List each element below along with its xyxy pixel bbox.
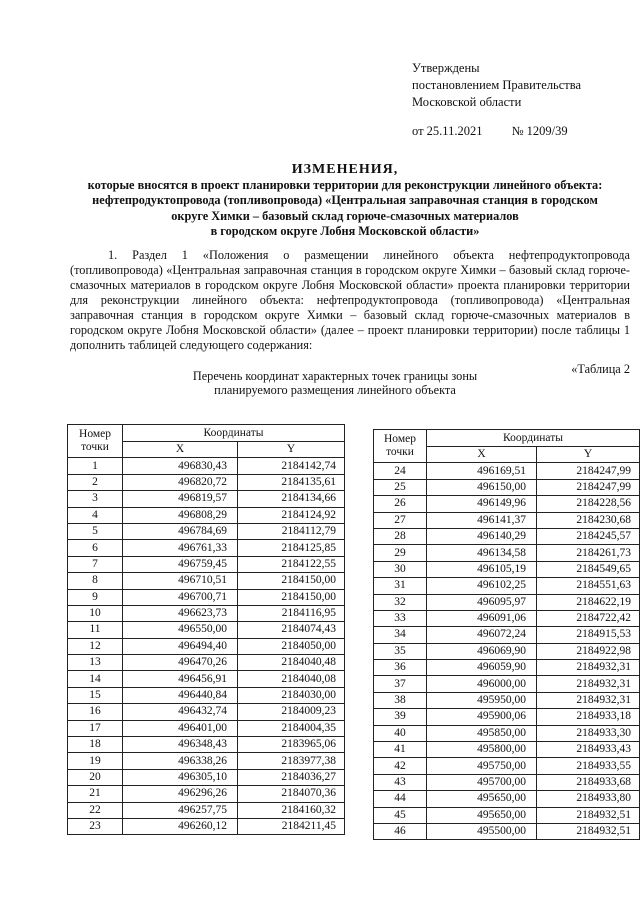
table-row	[374, 823, 640, 839]
header-y: Y	[238, 442, 345, 458]
cell-x: 496759,45	[123, 556, 238, 572]
coordinates-table-left	[67, 424, 345, 835]
cell-y: 2184933,43	[536, 742, 639, 758]
cell-y: 2184160,32	[238, 802, 345, 818]
table-row	[374, 758, 640, 774]
cell-y: 2184933,18	[536, 709, 639, 725]
table-right-body	[374, 463, 640, 840]
header-point-number: Номер точки	[68, 425, 123, 458]
cell-y: 2184933,80	[536, 791, 639, 807]
table-row	[68, 605, 345, 621]
cell-x: 495700,00	[426, 774, 536, 790]
cell-point-number: 41	[374, 742, 427, 758]
document-title	[60, 162, 630, 240]
header-x: X	[426, 447, 536, 463]
table-row	[374, 709, 640, 725]
cell-point-number: 29	[374, 545, 427, 561]
table-row	[374, 774, 640, 790]
cell-x: 495900,06	[426, 709, 536, 725]
cell-x: 496095,97	[426, 594, 536, 610]
cell-x: 496134,58	[426, 545, 536, 561]
cell-point-number: 18	[68, 737, 123, 753]
cell-point-number: 17	[68, 720, 123, 736]
cell-point-number: 22	[68, 802, 123, 818]
table-row	[68, 507, 345, 523]
table-row	[374, 807, 640, 823]
cell-point-number: 21	[68, 786, 123, 802]
table-row	[68, 687, 345, 703]
table-row	[374, 512, 640, 528]
table-row	[68, 786, 345, 802]
cell-x: 496102,25	[426, 578, 536, 594]
cell-point-number: 19	[68, 753, 123, 769]
table-row	[68, 720, 345, 736]
cell-point-number: 4	[68, 507, 123, 523]
approval-date-line	[412, 123, 581, 140]
cell-y: 2184124,92	[238, 507, 345, 523]
cell-y: 2184932,31	[536, 676, 639, 692]
cell-point-number: 23	[68, 818, 123, 834]
title-line-4: в городском округе Лобня Московской области»	[210, 224, 480, 238]
cell-y: 2184247,99	[536, 463, 639, 479]
cell-x: 496140,29	[426, 528, 536, 544]
table-row	[374, 561, 640, 577]
cell-x: 496432,74	[123, 704, 238, 720]
table-row	[68, 622, 345, 638]
table-row	[68, 818, 345, 834]
cell-x: 496338,26	[123, 753, 238, 769]
cell-x: 496700,71	[123, 589, 238, 605]
cell-point-number: 45	[374, 807, 427, 823]
cell-point-number: 26	[374, 496, 427, 512]
cell-point-number: 43	[374, 774, 427, 790]
cell-point-number: 2	[68, 474, 123, 490]
header-y: Y	[536, 447, 639, 463]
table-row	[68, 556, 345, 572]
table-row	[68, 704, 345, 720]
cell-point-number: 20	[68, 769, 123, 785]
cell-x: 495800,00	[426, 742, 536, 758]
approval-number: № 1209/39	[511, 124, 568, 138]
cell-y: 2184040,48	[238, 655, 345, 671]
cell-y: 2184551,63	[536, 578, 639, 594]
cell-y: 2184125,85	[238, 540, 345, 556]
cell-point-number: 8	[68, 573, 123, 589]
table-row	[68, 573, 345, 589]
table-caption	[160, 369, 510, 397]
cell-point-number: 33	[374, 610, 427, 626]
title-line-2: нефтепродуктопровода (топливопровода) «Центральная заправочная станция в городском	[92, 193, 598, 207]
cell-point-number: 30	[374, 561, 427, 577]
cell-x: 496296,26	[123, 786, 238, 802]
coordinates-table-right	[373, 429, 640, 840]
table-row	[68, 737, 345, 753]
cell-point-number: 15	[68, 687, 123, 703]
cell-x: 496784,69	[123, 523, 238, 539]
cell-y: 2183977,38	[238, 753, 345, 769]
table-row	[374, 594, 640, 610]
cell-point-number: 39	[374, 709, 427, 725]
cell-y: 2184040,08	[238, 671, 345, 687]
cell-y: 2184922,98	[536, 643, 639, 659]
table-row	[374, 742, 640, 758]
title-main: ИЗМЕНЕНИЯ,	[291, 162, 399, 177]
table-row	[68, 655, 345, 671]
cell-point-number: 27	[374, 512, 427, 528]
header-point-number: Номер точки	[374, 430, 427, 463]
table-row	[68, 523, 345, 539]
table-row	[374, 496, 640, 512]
cell-y: 2184245,57	[536, 528, 639, 544]
caption-line-1: Перечень координат характерных точек границы зоны	[192, 369, 478, 383]
cell-point-number: 25	[374, 479, 427, 495]
cell-y: 2184036,27	[238, 769, 345, 785]
cell-x: 496819,57	[123, 491, 238, 507]
table-row	[374, 545, 640, 561]
cell-y: 2184150,00	[238, 589, 345, 605]
cell-y: 2184228,56	[536, 496, 639, 512]
approval-line-3: Московской области	[412, 95, 522, 109]
table-reference: «Таблица 2	[571, 362, 630, 376]
cell-y: 2184247,99	[536, 479, 639, 495]
cell-x: 496149,96	[426, 496, 536, 512]
table-row	[374, 610, 640, 626]
title-line-3: округе Химки – базовый склад горюче-смазочных материалов	[171, 208, 519, 223]
cell-point-number: 7	[68, 556, 123, 572]
cell-x: 496470,26	[123, 655, 238, 671]
title-line-1: которые вносятся в проект планировки территории для реконструкции линейного объекта:	[87, 177, 603, 192]
cell-x: 496550,00	[123, 622, 238, 638]
table-row	[68, 458, 345, 474]
table-row	[68, 589, 345, 605]
cell-point-number: 5	[68, 523, 123, 539]
cell-y: 2184050,00	[238, 638, 345, 654]
cell-point-number: 3	[68, 491, 123, 507]
cell-point-number: 12	[68, 638, 123, 654]
cell-x: 496494,40	[123, 638, 238, 654]
cell-y: 2184135,61	[238, 474, 345, 490]
cell-y: 2184211,45	[238, 818, 345, 834]
cell-x: 495650,00	[426, 807, 536, 823]
cell-x: 495750,00	[426, 758, 536, 774]
cell-x: 496830,43	[123, 458, 238, 474]
cell-x: 495650,00	[426, 791, 536, 807]
cell-y: 2184933,55	[536, 758, 639, 774]
cell-y: 2184009,23	[238, 704, 345, 720]
cell-point-number: 6	[68, 540, 123, 556]
cell-y: 2184142,74	[238, 458, 345, 474]
cell-x: 496169,51	[426, 463, 536, 479]
header-coordinates: Координаты	[123, 425, 345, 442]
cell-point-number: 34	[374, 627, 427, 643]
table-row	[374, 660, 640, 676]
cell-y: 2184261,73	[536, 545, 639, 561]
cell-y: 2183965,06	[238, 737, 345, 753]
table-row	[374, 676, 640, 692]
cell-x: 496456,91	[123, 671, 238, 687]
cell-y: 2184915,53	[536, 627, 639, 643]
cell-x: 496440,84	[123, 687, 238, 703]
cell-x: 496091,06	[426, 610, 536, 626]
cell-point-number: 28	[374, 528, 427, 544]
table-left-body	[68, 458, 345, 835]
cell-y: 2184030,00	[238, 687, 345, 703]
cell-point-number: 46	[374, 823, 427, 839]
cell-x: 496305,10	[123, 769, 238, 785]
cell-x: 496069,90	[426, 643, 536, 659]
cell-y: 2184932,31	[536, 692, 639, 708]
cell-point-number: 40	[374, 725, 427, 741]
cell-point-number: 1	[68, 458, 123, 474]
cell-y: 2184932,51	[536, 807, 639, 823]
cell-x: 495850,00	[426, 725, 536, 741]
cell-y: 2184622,19	[536, 594, 639, 610]
table-row	[374, 725, 640, 741]
cell-point-number: 31	[374, 578, 427, 594]
table-row	[68, 491, 345, 507]
cell-point-number: 38	[374, 692, 427, 708]
cell-x: 495500,00	[426, 823, 536, 839]
caption-line-2: планируемого размещения линейного объекта	[214, 383, 456, 397]
cell-point-number: 24	[374, 463, 427, 479]
cell-x: 496059,90	[426, 660, 536, 676]
cell-point-number: 36	[374, 660, 427, 676]
cell-y: 2184932,31	[536, 660, 639, 676]
cell-x: 496257,75	[123, 802, 238, 818]
cell-point-number: 42	[374, 758, 427, 774]
cell-x: 496623,73	[123, 605, 238, 621]
cell-y: 2184932,51	[536, 823, 639, 839]
cell-y: 2184722,42	[536, 610, 639, 626]
approval-line-2: постановлением Правительства	[412, 78, 582, 92]
cell-x: 496808,29	[123, 507, 238, 523]
cell-point-number: 35	[374, 643, 427, 659]
table-row	[374, 643, 640, 659]
table-row	[374, 578, 640, 594]
cell-x: 496761,33	[123, 540, 238, 556]
cell-point-number: 16	[68, 704, 123, 720]
table-row	[374, 528, 640, 544]
cell-point-number: 9	[68, 589, 123, 605]
cell-y: 2184112,79	[238, 523, 345, 539]
cell-x: 496820,72	[123, 474, 238, 490]
table-row	[374, 479, 640, 495]
cell-y: 2184074,43	[238, 622, 345, 638]
table-row	[68, 638, 345, 654]
table-row	[374, 627, 640, 643]
approval-block	[412, 60, 581, 140]
table-row	[374, 463, 640, 479]
cell-y: 2184070,36	[238, 786, 345, 802]
table-row	[68, 540, 345, 556]
cell-y: 2184933,30	[536, 725, 639, 741]
cell-x: 496105,19	[426, 561, 536, 577]
cell-y: 2184150,00	[238, 573, 345, 589]
cell-y: 2184122,55	[238, 556, 345, 572]
cell-point-number: 13	[68, 655, 123, 671]
cell-y: 2184933,68	[536, 774, 639, 790]
approval-date: от 25.11.2021	[412, 124, 483, 138]
cell-x: 496260,12	[123, 818, 238, 834]
table-row	[68, 474, 345, 490]
table-row	[374, 791, 640, 807]
cell-x: 496150,00	[426, 479, 536, 495]
header-x: X	[123, 442, 238, 458]
cell-y: 2184134,66	[238, 491, 345, 507]
cell-x: 496072,24	[426, 627, 536, 643]
cell-x: 495950,00	[426, 692, 536, 708]
table-row	[68, 769, 345, 785]
cell-point-number: 11	[68, 622, 123, 638]
table-row	[374, 692, 640, 708]
cell-point-number: 44	[374, 791, 427, 807]
cell-x: 496141,37	[426, 512, 536, 528]
table-row	[68, 753, 345, 769]
cell-point-number: 37	[374, 676, 427, 692]
cell-y: 2184116,95	[238, 605, 345, 621]
cell-point-number: 14	[68, 671, 123, 687]
table-row	[68, 671, 345, 687]
cell-y: 2184004,35	[238, 720, 345, 736]
cell-point-number: 10	[68, 605, 123, 621]
cell-x: 496348,43	[123, 737, 238, 753]
cell-y: 2184549,65	[536, 561, 639, 577]
cell-x: 496000,00	[426, 676, 536, 692]
approval-line-1: Утверждены	[412, 61, 480, 75]
cell-y: 2184230,68	[536, 512, 639, 528]
cell-point-number: 32	[374, 594, 427, 610]
table-row	[68, 802, 345, 818]
body-paragraph: 1. Раздел 1 «Положения о размещении линейного объекта нефтепродуктопровода (топливопровода) «Центральная заправочная станция в городском округе Химки – базовый склад горюче-смазочных материалов в городском округе Лобня Московской области» проекта планировки территории для реконструкции линейного объекта: нефтепродуктопровода (топливопровода) «Центральная заправочная станция в городском округе Химки – базовый склад горюче-смазочных материалов в городском округе Лобня Московской области» (далее – проект планировки территории) после таблицы 1 дополнить таблицей следующего содержания:	[70, 248, 630, 352]
cell-x: 496710,51	[123, 573, 238, 589]
header-coordinates: Координаты	[426, 430, 639, 447]
cell-x: 496401,00	[123, 720, 238, 736]
